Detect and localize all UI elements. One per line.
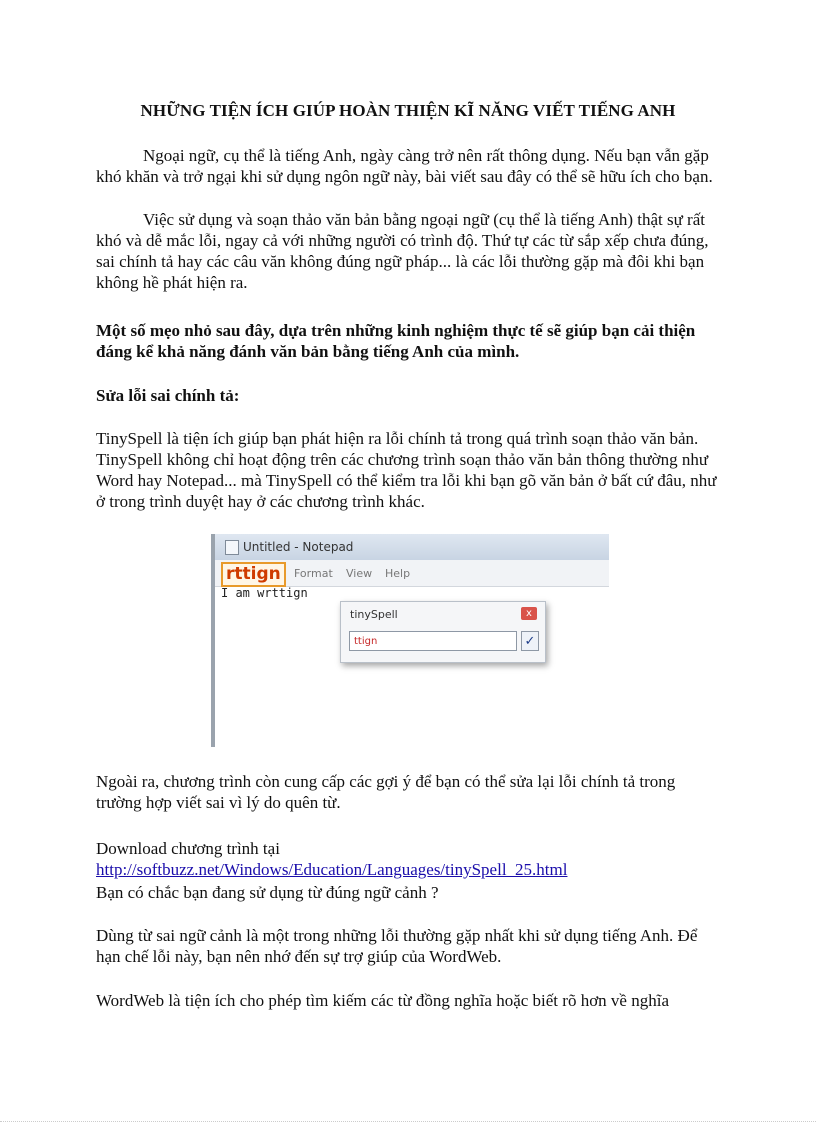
page-bottom-divider [0,1121,816,1122]
close-icon: x [521,607,537,620]
suggestion-paragraph: Ngoài ra, chương trình còn cung cấp các gợi ý để bạn có thể sửa lại lỗi chính tả trong trường hợp viết sai vì lý do quên từ. [96,772,676,812]
download-link[interactable]: http://softbuzz.net/Windows/Education/Languages/tinySpell_25.html [96,860,568,879]
problem-paragraph: Việc sử dụng và soạn thảo văn bản bằng ngoại ngữ (cụ thể là tiếng Anh) thật sự rất khó và dễ mắc lỗi, ngay cả với những người có trình độ. Thứ tự các từ sắp xếp chưa đúng, sai chính tả hay các câu văn không đúng ngữ pháp... là các lỗi thường gặp mà đôi khi bạn không hề phát hiện ra. [96,210,709,292]
context-paragraph: Dùng từ sai ngữ cảnh là một trong những lỗi thường gặp nhất khi sử dụng tiếng Anh. Để hạn chế lỗi này, bạn nên nhớ đến sự trợ giúp của WordWeb. [96,926,698,966]
download-label: Download chương trình tại [96,839,280,858]
tinyspell-popup [340,601,546,663]
wordweb-paragraph: WordWeb là tiện ích cho phép tìm kiếm các từ đồng nghĩa hoặc biết rõ hơn về nghĩa [96,991,669,1010]
menu-view: View [346,567,373,580]
misspelled-word-highlight: rttign [221,562,286,587]
tinyspell-paragraph: TinySpell là tiện ích giúp bạn phát hiện ra lỗi chính tả trong quá trình soạn thảo văn bản. TinySpell không chỉ hoạt động trên các chương trình soạn thảo văn bản thông thường như Word hay Notepad... mà TinySpell có thể kiểm tra lỗi khi bạn gõ văn bản ở bất cứ đâu, như ở trong trình duyệt hay ở các chương trình khác. [96,429,717,511]
menu-format: Format [294,567,333,580]
intro-paragraph: Ngoại ngữ, cụ thể là tiếng Anh, ngày càng trở nên rất thông dụng. Nếu bạn vẫn gặp khó khăn và trở ngại khi sử dụng ngôn ngữ này, bài viết sau đây có thể sẽ hữu ích cho bạn. [96,146,713,186]
menu-help: Help [385,567,411,580]
popup-input: ttign [349,631,517,651]
popup-title: tinySpell [350,608,398,621]
notepad-titlebar [215,534,609,560]
notepad-menubar [215,560,609,587]
notepad-editor-text: I am wrttign [221,586,308,600]
tips-heading: Một số mẹo nhỏ sau đây, dựa trên những kinh nghiệm thực tế sẽ giúp bạn cải thiện đáng kể khả năng đánh văn bản bằng tiếng Anh của mình. [96,321,696,361]
notepad-screenshot [211,534,609,747]
window-title: Untitled - Notepad [243,540,354,554]
check-icon: ✓ [521,631,539,651]
section-heading: Sửa lỗi sai chính tả: [96,386,240,405]
context-question: Bạn có chắc bạn đang sử dụng từ đúng ngữ cảnh ? [96,883,439,902]
page-title: NHỮNG TIỆN ÍCH GIÚP HOÀN THIỆN KĨ NĂNG VIẾT TIẾNG ANH [140,101,676,120]
notepad-icon [225,540,239,555]
